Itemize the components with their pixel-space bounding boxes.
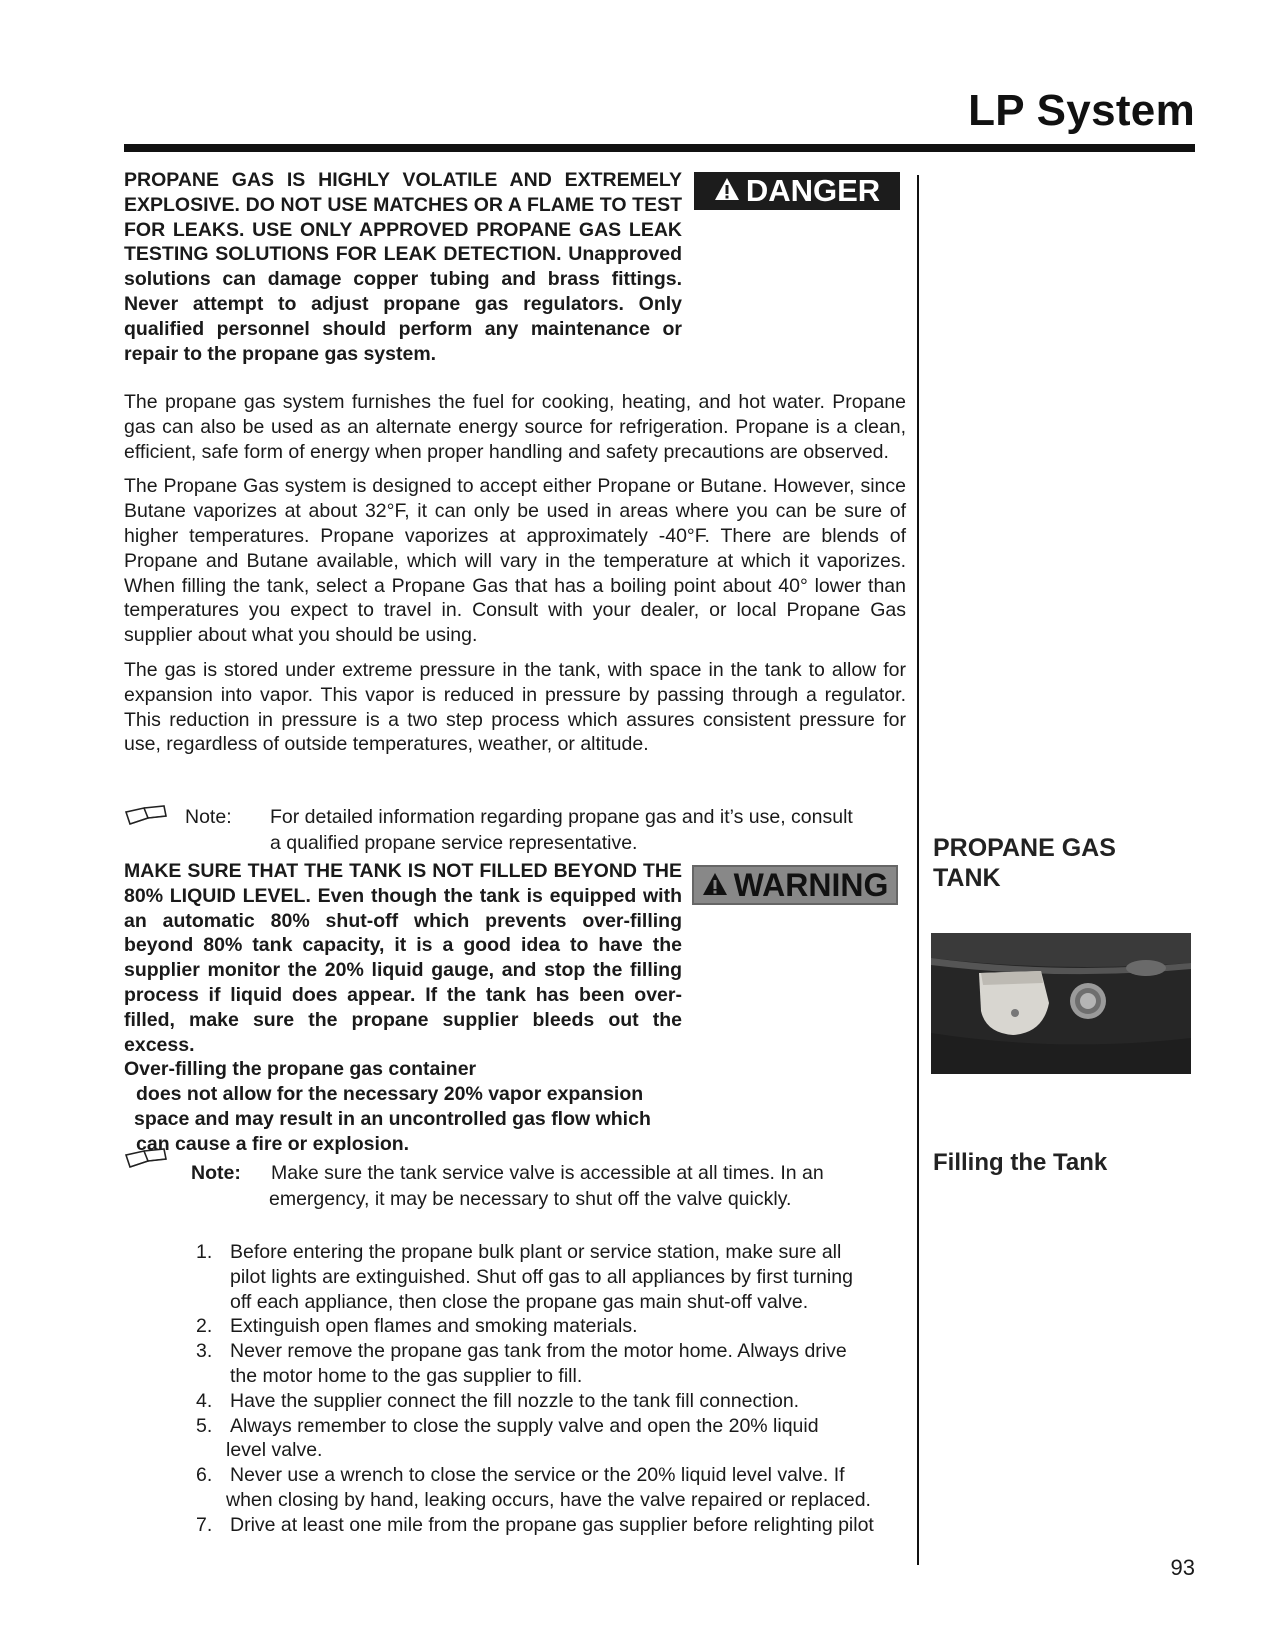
step-line: Extinguish open flames and smoking materials. (230, 1315, 638, 1338)
list-item (196, 1513, 908, 1538)
step-line: pilot lights are extinguished. Shut off gas to all appliances by first turning (230, 1265, 853, 1288)
column-divider (917, 175, 919, 1565)
warning-text (124, 859, 682, 1157)
note-label: Note: (185, 806, 232, 828)
step-line: Always remember to close the supply valve and open the 20% liquid (230, 1414, 819, 1437)
step-line: the motor home to the gas supplier to fill. (230, 1364, 583, 1387)
note-service-valve (191, 1160, 905, 1214)
step-number: 5. (196, 1414, 213, 1437)
step-number: 6. (196, 1464, 213, 1487)
note-label: Note: (191, 1162, 241, 1184)
paragraph: The gas is stored under extreme pressure in the tank, with space in the tank to allow for expansion into vapor. This vapor is reduced in pressure by passing through a regulator. This reduction in pressure is a two step process which assures consistent pressure for use, regardless of outside temperatures, weather, or altitude. (124, 658, 906, 756)
paragraph: The propane gas system furnishes the fuel for cooking, heating, and hot water. Propane gas can also be used as an alternate energy source for refrigeration. Propane is a clean, efficient, safe form of energy when proper handling and safety precautions are observed. (124, 391, 906, 463)
step-line: Drive at least one mile from the propane gas supplier before relighting pilot (230, 1513, 874, 1536)
step-line: Never remove the propane gas tank from the motor home. Always drive (230, 1340, 847, 1363)
step-number: 7. (196, 1513, 213, 1536)
note-line: emergency, it may be necessary to shut off the valve quickly. (269, 1188, 792, 1210)
warning-text-rest: Even though the tank is equipped with an automatic 80% shut-off which prevents over-filling beyond 80% tank capacity, it is a good idea to have the supplier monitor the 20% liquid gauge, and stop the filling process if liquid does appear. If the tank has been over-filled, make sure the propane supplier bleeds out the excess. (124, 884, 682, 1056)
step-number: 4. (196, 1389, 213, 1412)
list-item (196, 1314, 908, 1339)
warning-tail-line: Over-filling the propane gas container (124, 1058, 477, 1081)
warning-triangle-icon (702, 867, 728, 904)
intro-paragraphs (124, 390, 906, 767)
list-item (196, 1240, 908, 1314)
sidebar-heading-filling-the-tank: Filling the Tank (933, 1149, 1108, 1176)
danger-text-rest: Unapproved solutions can damage copper tubing and brass fittings. Never attempt to adjust propane gas regulators. Only qualified personnel should perform any maintenance or repair to the propane gas system. (124, 243, 682, 365)
step-line: when closing by hand, leaking occurs, have the valve repaired or replaced. (226, 1488, 871, 1511)
warning-label: WARNING (733, 866, 889, 903)
list-item (196, 1339, 908, 1389)
warning-tail-line: does not allow for the necessary 20% vapor expansion (136, 1083, 644, 1106)
open-book-icon (124, 1147, 168, 1169)
page-title: LP System (968, 86, 1195, 135)
step-line: off each appliance, then close the propane gas main shut-off valve. (230, 1290, 809, 1313)
step-number: 1. (196, 1241, 213, 1263)
step-number: 2. (196, 1315, 213, 1338)
title-rule (124, 144, 1195, 152)
note-line: For detailed information regarding propane gas and it’s use, consult (270, 806, 853, 828)
step-line: Have the supplier connect the fill nozzle to the tank fill connection. (230, 1389, 800, 1412)
step-line: Before entering the propane bulk plant or service station, make sure all (230, 1241, 842, 1263)
sidebar-heading-propane-gas-tank: PROPANE GAS TANK (933, 834, 1116, 892)
filling-steps-list (196, 1240, 908, 1538)
danger-text (124, 168, 682, 366)
page-number: 93 (1170, 1555, 1195, 1580)
list-item (196, 1414, 908, 1464)
warning-text-caps: MAKE SURE THAT THE TANK IS NOT FILLED BEYOND THE 80% LIQUID LEVEL. (124, 860, 682, 907)
propane-tank-photo (931, 933, 1191, 1074)
step-number: 3. (196, 1340, 213, 1363)
list-item (196, 1389, 908, 1414)
note-line: Make sure the tank service valve is accessible at all times. In an (271, 1162, 824, 1184)
warning-tail-line: can cause a fire or explosion. (136, 1132, 410, 1155)
paragraph: The Propane Gas system is designed to accept either Propane or Butane. However, since Butane vaporizes at about 32°F, it can only be used in areas where you can be sure of higher temperatures. Propane vaporizes at approximately -40°F. There are blends of Propane and Butane available, which will vary in the temperature at which it vaporizes. When filling the tank, select a Propane Gas that has a boiling point about 40° lower than temperatures you expect to travel in. Consult with your dealer, or local Propane Gas supplier about what you should be using. (124, 475, 906, 647)
open-book-icon (124, 804, 168, 826)
danger-text-caps: PROPANE GAS IS HIGHLY VOLATILE AND EXTREMELY EXPLOSIVE. DO NOT USE MATCHES OR A FLAME TO TEST FOR LEAKS. USE ONLY APPROVED PROPANE GAS LEAK TESTING SOLUTIONS FOR LEAK DETECTION. (124, 169, 682, 266)
step-line: Never use a wrench to close the service or the 20% liquid level valve. If (230, 1464, 845, 1487)
note-detailed-info (185, 804, 905, 858)
warning-badge (692, 865, 898, 905)
note-line: a qualified propane service representative. (270, 832, 638, 854)
list-item (196, 1463, 908, 1513)
step-line: level valve. (226, 1439, 323, 1462)
danger-label: DANGER (745, 173, 881, 208)
warning-tail-line: space and may result in an uncontrolled gas flow which (134, 1107, 651, 1130)
warning-triangle-icon (714, 173, 740, 209)
danger-badge (694, 172, 900, 210)
